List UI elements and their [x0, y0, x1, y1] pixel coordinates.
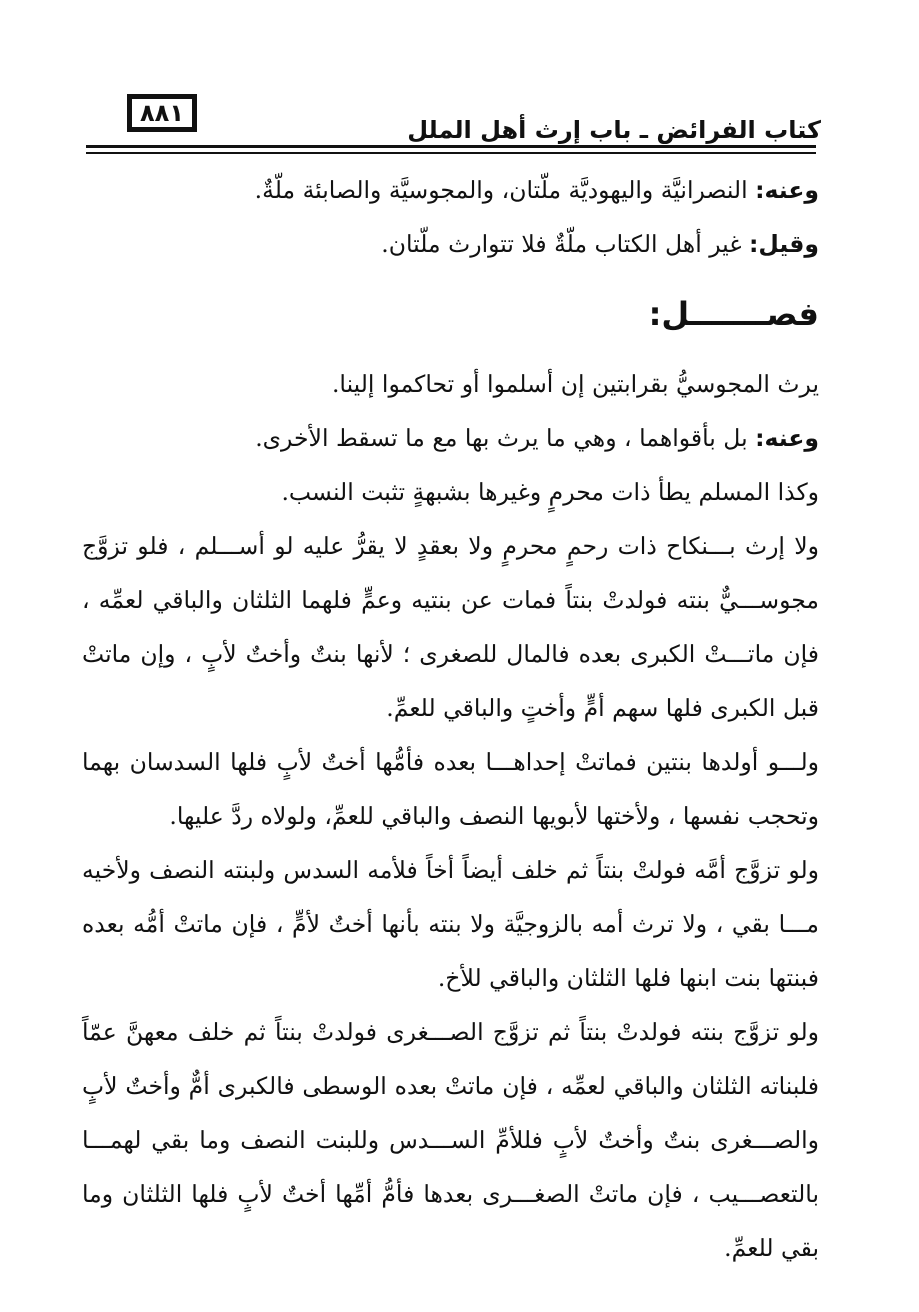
paragraph: ولـــو أولدها بنتين فماتتْ إحداهـــا بعده فأمُّها أختٌ لأبٍ فلها السدسان بهما وتحجب نفسها ، ولأختها لأبويها النصف والباقي للعمِّ، ولولاه ردَّ عليها. [82, 748, 819, 830]
paragraph: ولو تزوَّج أمَّه فولتْ بنتاً ثم خلف أيضاً أخاً فلأمه السدس ولبنته النصف ولأخيه مـــا بقي ، ولا ترث أمه بالزوجيَّة ولا بنته بأنها أختٌ لأمٍّ ، فإن ماتتْ أمُّه بعده فبنتها بنت ابنها فلها الثلثان والباقي للأخ. [82, 856, 819, 992]
paragraph-lead: وعنه: [755, 176, 819, 204]
page-number: ٨٨١ [127, 94, 197, 132]
running-header-title: كتاب الفرائض ـ باب إرث أهل الملل [407, 116, 821, 144]
paragraph-lead: وعنه: [755, 424, 819, 452]
paragraph [82, 163, 819, 217]
paragraph-text: بل بأقواهما ، وهي ما يرث بها مع ما تسقط الأخرى. [255, 424, 756, 452]
paragraph [82, 411, 819, 465]
header-rule-thick [86, 145, 816, 148]
header-rule-thin [86, 152, 816, 154]
paragraph: ولو تزوَّج بنته فولدتْ بنتاً ثم تزوَّج الصـــغرى فولدتْ بنتاً ثم خلف معهنَّ عمّاً فلبناته الثلثان والباقي لعمِّه ، فإن ماتتْ بعده الوسطى فالكبرى أمٌّ وأختٌ لأبٍ والصـــغرى بنتٌ وأختٌ لأبٍ فللأمِّ الســـدس وللبنت النصف وما بقي لهمـــا بالتعصـــيب ، فإن ماتتْ الصغـــرى بعدها فأمُّ أمِّها أختٌ لأبٍ فلها الثلثان وما بقي للعمِّ. [82, 1018, 819, 1262]
body-text [82, 163, 819, 1275]
paragraph: ولا إرث بـــنكاح ذات رحمٍ محرمٍ ولا بعقدٍ لا يقرُّ عليه لو أســـلم ، فلو تزوَّج مجوســـيٌّ بنته فولدتْ بنتاً فمات عن بنتيه وعمٍّ فلهما الثلثان والباقي لعمِّه ، فإن ماتـــتْ الكبرى بعده فالمال للصغرى ؛ لأنها بنتٌ وأختٌ لأبٍ ، وإن ماتتْ قبل الكبرى فلها سهم أمٍّ وأختٍ والباقي للعمِّ. [82, 532, 819, 722]
paragraph-lead: وقيل: [749, 230, 819, 258]
paragraph: وكذا المسلم يطأ ذات محرمٍ وغيرها بشبهةٍ تثبت النسب. [281, 478, 819, 506]
paragraph-text: النصرانيَّة واليهوديَّة ملّتان، والمجوسيَّة والصابئة ملّةٌ. [254, 176, 756, 204]
paragraph [82, 217, 819, 271]
paragraph: يرث المجوسيُّ بقرابتين إن أسلموا أو تحاكموا إلينا. [331, 370, 819, 398]
section-heading: فصـــــــل: [648, 295, 819, 333]
paragraph-text: غير أهل الكتاب ملّةٌ فلا تتوارث ملّتان. [381, 230, 750, 258]
